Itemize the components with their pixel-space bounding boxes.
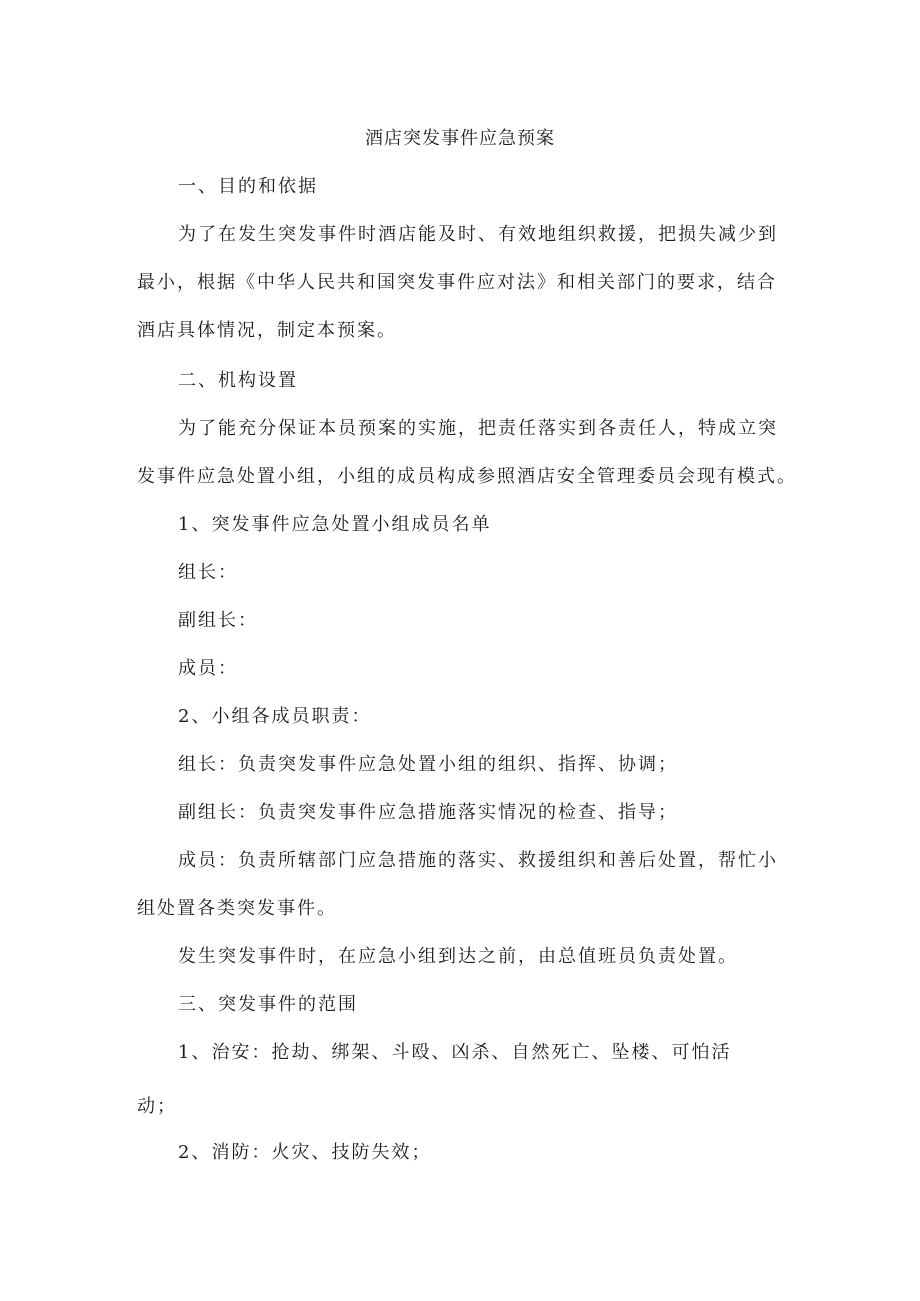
paragraph-purpose-line-3: 酒店具体情况，制定本预案。 [137,320,397,341]
scope-fire: 2、消防：火灾、技防失效； [178,1142,432,1163]
subheading-member-list: 1、突发事件应急处置小组成员名单 [178,514,492,535]
paragraph-purpose-line-2: 最小，根据《中华人民共和国突发事件应对法》和相关部门的要求，结合 [137,272,777,293]
paragraph-purpose-line-1: 为了在发生突发事件时酒店能及时、有效地组织救援，把损失减少到 [178,224,778,245]
duty-members-line-2: 组处置各类突发事件。 [137,898,337,919]
subheading-duties: 2、小组各成员职责： [178,706,372,727]
member-leader: 组长： [178,562,238,583]
scope-security-line-1: 1、治安：抢劫、绑架、斗殴、凶杀、自然死亡、坠楼、可怕活 [178,1042,732,1063]
duty-on-call-note: 发生突发事件时，在应急小组到达之前，由总值班员负责处置。 [178,946,738,967]
paragraph-organization-line-2: 发事件应急处置小组，小组的成员构成参照酒店安全管理委员会现有模式。 [137,466,797,487]
heading-purpose: 一、目的和依据 [178,176,318,197]
paragraph-organization-line-1: 为了能充分保证本员预案的实施，把责任落实到各责任人，特成立突 [178,418,778,439]
heading-scope: 三、突发事件的范围 [178,994,358,1015]
duty-leader: 组长：负责突发事件应急处置小组的组织、指挥、协调； [178,754,678,775]
scope-security-line-2: 动； [137,1096,177,1117]
member-members: 成员： [178,658,238,679]
member-deputy-leader: 副组长： [178,610,258,631]
document-title: 酒店突发事件应急预案 [365,128,555,149]
heading-organization: 二、机构设置 [178,370,298,391]
duty-deputy-leader: 副组长：负责突发事件应急措施落实情况的检查、指导； [178,802,678,823]
duty-members-line-1: 成员：负责所辖部门应急措施的落实、救援组织和善后处置，帮忙小 [178,850,778,871]
